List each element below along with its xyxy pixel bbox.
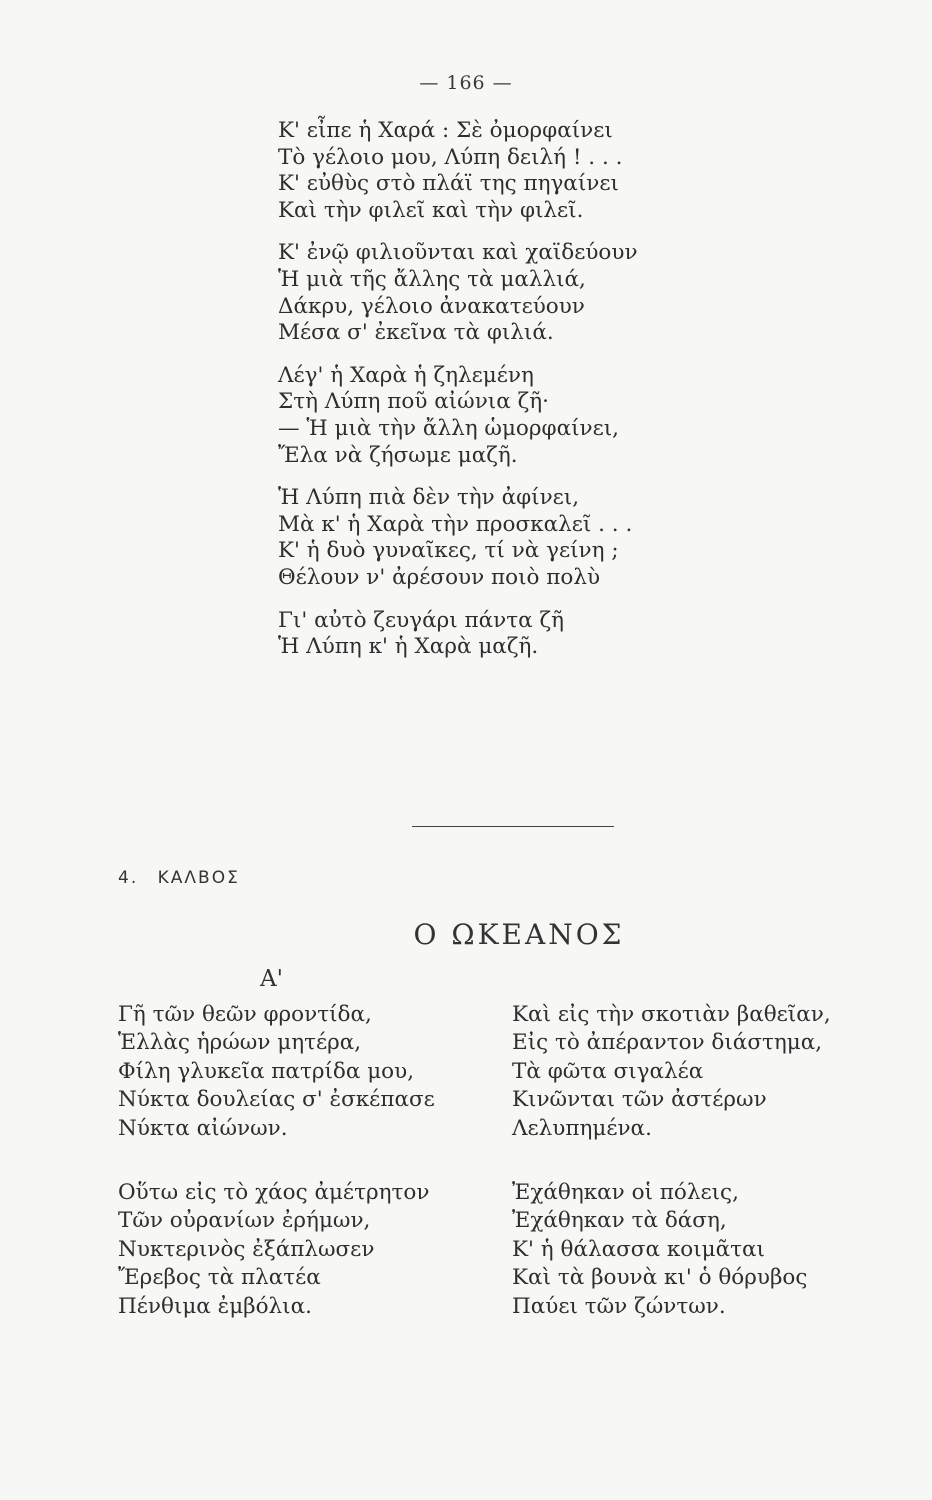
poem-line: Πένθιμα ἐμβόλια. (118, 1293, 312, 1319)
stanza (512, 1001, 912, 1143)
poem-line: Γῆ τῶν θεῶν φροντίδα, (118, 1002, 372, 1027)
stanza (278, 118, 798, 224)
poem-line: Τῶν οὐρανίων ἐρήμων, (118, 1208, 371, 1234)
poem-line: Νυκτερινὸς ἐξάπλωσεν (118, 1236, 375, 1262)
stanza (118, 1001, 518, 1143)
poem-line: Καὶ εἰς τὴν σκοτιὰν βαθεῖαν, (512, 1002, 831, 1027)
poem-line: Ἔλα νὰ ζήσωμε μαζῆ. (278, 442, 518, 468)
stanza (512, 1179, 912, 1321)
poem-column-right (512, 1001, 912, 1357)
poem-line: Φίλη γλυκεῖα πατρίδα μου, (118, 1058, 415, 1084)
poem-line: Ἡ Λύπη κ' ἡ Χαρὰ μαζῆ. (278, 634, 539, 660)
poem-continuation (278, 118, 798, 677)
poem-line: Ἑλλὰς ἡρώων μητέρα, (118, 1030, 362, 1056)
poem-line: Κινῶνται τῶν ἀστέρων (512, 1087, 767, 1113)
section-divider (412, 826, 614, 827)
poem-line: Κ' ἡ δυὸ γυναῖκες, τί νὰ γείνη ; (278, 538, 619, 564)
poem-line: Ἐχάθηκαν οἱ πόλεις, (512, 1180, 739, 1206)
poem-line: Κ' ἡ θάλασσα κοιμᾶται (512, 1236, 765, 1262)
poem-line: Ἐχάθηκαν τὰ δάση, (512, 1208, 727, 1234)
poem-line: Νύκτα δουλείας σ' ἐσκέπασε (118, 1087, 435, 1113)
stanza (278, 240, 798, 346)
poem-line: Καὶ τὴν φιλεῖ καὶ τὴν φιλεῖ. (278, 197, 584, 223)
stanza (118, 1179, 518, 1321)
poem-line: Ἡ Λύπη πιὰ δὲν τὴν ἀφίνει, (278, 485, 580, 511)
page-number: — 166 — (419, 72, 513, 94)
poem-line: Δάκρυ, γέλοιο ἀνακατεύουν (278, 293, 585, 319)
poem-line: Νύκτα αἰώνων. (118, 1115, 288, 1141)
poem-line: Εἰς τὸ ἀπέραντον διάστημα, (512, 1030, 823, 1056)
poem-line: Μέσα σ' ἐκεῖνα τὰ φιλιά. (278, 320, 554, 346)
poem-line: Κ' ἐνῷ φιλιοῦνται καὶ χαϊδεύουν (278, 240, 638, 266)
poem-line: Κ' εἶπε ἡ Χαρά : Σὲ ὀμορφαίνει (278, 118, 613, 143)
poem-line: Ἡ μιὰ τῆς ἄλλης τὰ μαλλιά, (278, 266, 586, 292)
stanza (278, 485, 798, 591)
author-name: ΚΑΛΒΟΣ (157, 868, 240, 888)
poem-line: Οὕτω εἰς τὸ χάος ἀμέτρητον (118, 1180, 430, 1206)
poem-column-left (118, 1001, 518, 1357)
stanza (278, 608, 798, 661)
poem-line: Μὰ κ' ἡ Χαρὰ τὴν προσκαλεῖ . . . (278, 511, 633, 537)
poem-line: Τὰ φῶτα σιγαλέα (512, 1058, 704, 1084)
poem-line: Τὸ γέλοιο μου, Λύπη δειλή ! . . . (278, 144, 623, 170)
poem-line: Λελυπημένα. (512, 1115, 652, 1141)
poem-line: Κ' εὐθὺς στὸ πλάϊ της πηγαίνει (278, 171, 619, 197)
poem-section-label: Α' (260, 966, 283, 992)
poem-line: Καὶ τὰ βουνὰ κι' ὁ θόρυβος (512, 1265, 808, 1291)
poem-line: Λέγ' ἡ Χαρὰ ἡ ζηλεμένη (278, 362, 534, 388)
stanza (278, 363, 798, 469)
author-heading (118, 868, 240, 888)
poem-line: — Ἡ μιὰ τὴν ἄλλη ὡμορφαίνει, (278, 415, 619, 441)
poem-line: Γι' αὐτὸ ζευγάρι πάντα ζῆ (278, 607, 564, 633)
poem-line: Στὴ Λύπη ποῦ αἰώνια ζῆ· (278, 389, 549, 415)
poem-line: Παύει τῶν ζώντων. (512, 1293, 726, 1319)
author-number: 4. (118, 868, 139, 888)
poem-line: Θέλουν ν' ἀρέσουν ποιὸ πολὺ (278, 564, 601, 590)
poem-title: Ο ΩΚΕΑΝΟΣ (413, 918, 625, 951)
poem-line: Ἔρεβος τὰ πλατέα (118, 1265, 321, 1291)
